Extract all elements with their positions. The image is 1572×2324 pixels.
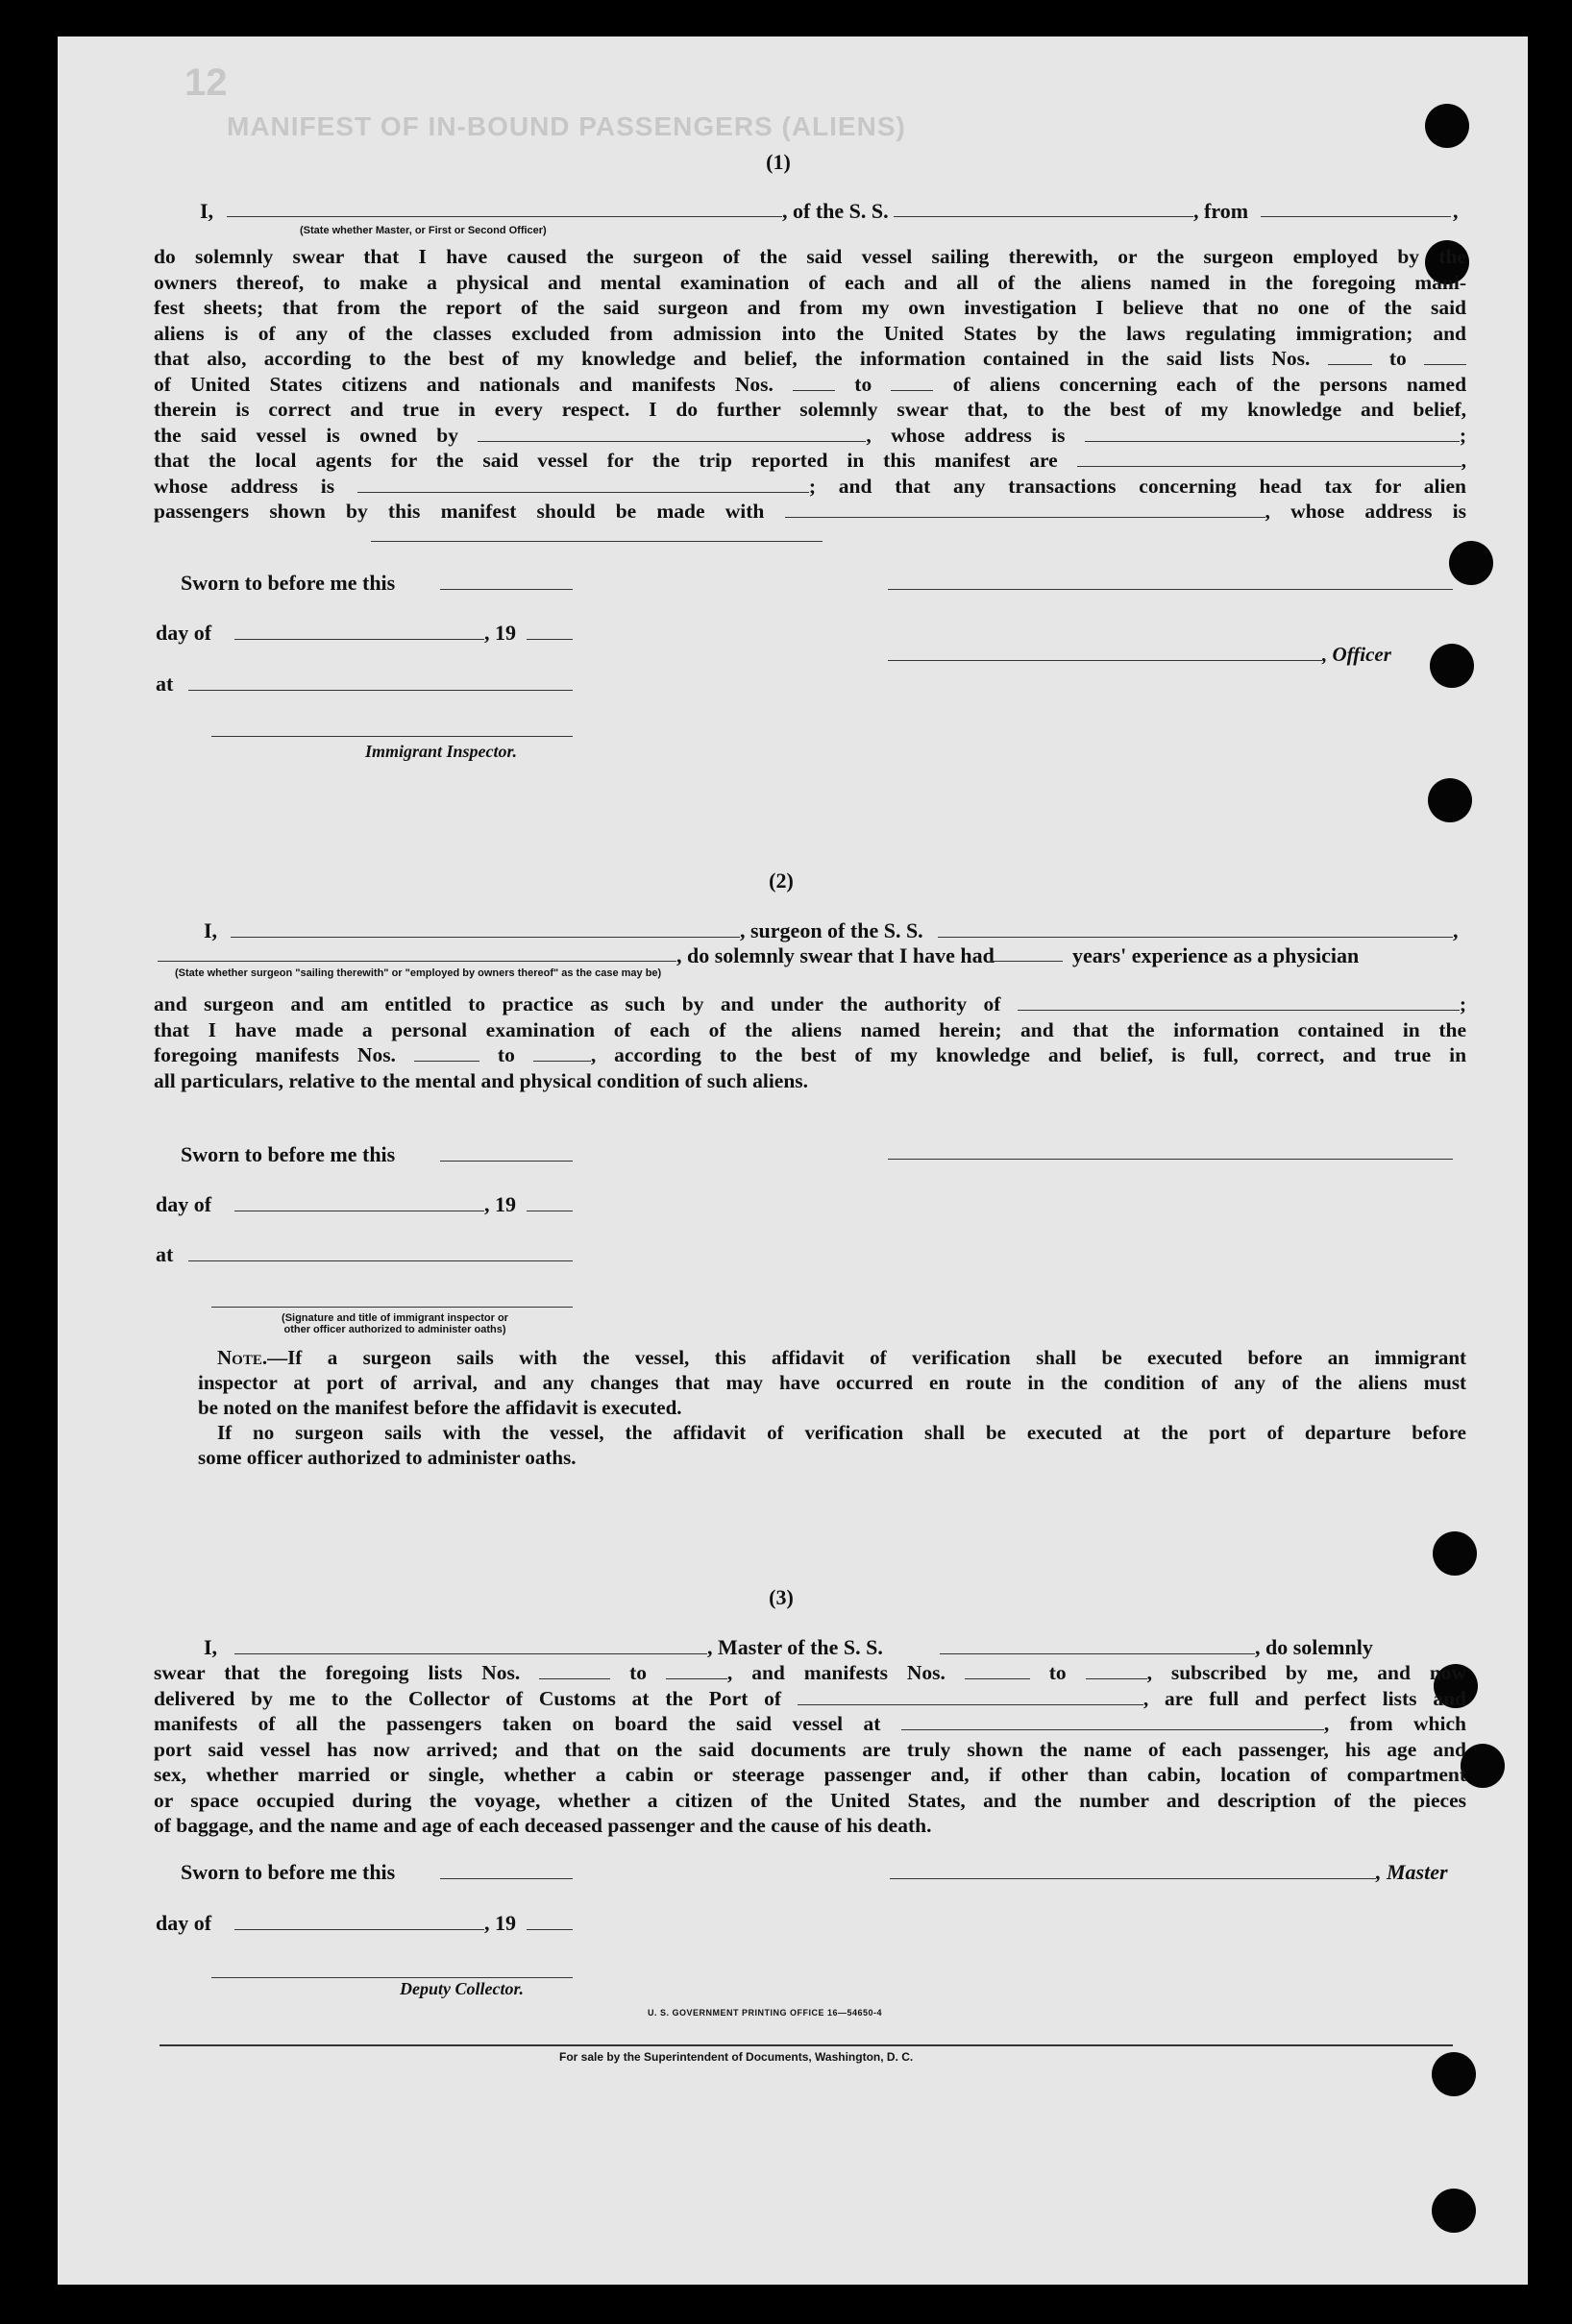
s1-sworn-blank bbox=[440, 589, 573, 590]
s3-year-label: , 19 bbox=[484, 1911, 516, 1935]
s2-according: , according to the best of my knowledge and belief, is full, correct, and true in bbox=[590, 1043, 1467, 1066]
s1-owner-blank bbox=[478, 426, 866, 442]
s3-day-of-label: day of bbox=[156, 1911, 212, 1935]
s2-year-label: , 19 bbox=[484, 1192, 516, 1216]
s1-inspector-sig-blank bbox=[211, 736, 573, 737]
s1-whose-address-end: , whose address is bbox=[1265, 500, 1466, 523]
s1-to: to bbox=[854, 372, 872, 396]
s3-deputy-sig-blank bbox=[211, 1977, 573, 1978]
s1-agent-address-text: whose address is bbox=[154, 474, 335, 498]
s2-manifests-from-blank bbox=[414, 1045, 479, 1062]
s1-i-label: I, bbox=[200, 199, 214, 223]
s1-line bbox=[154, 372, 1466, 398]
s3-manifests-to-blank bbox=[1086, 1663, 1147, 1679]
s1-line: owners thereof, to make a physical and mental examination of each and all of the aliens named in the foregoing mani- bbox=[154, 270, 1466, 294]
s3-lists-from-blank bbox=[539, 1663, 610, 1679]
s2-vessel-blank bbox=[938, 937, 1453, 938]
s1-agent-address-blank bbox=[357, 477, 809, 493]
s2-note bbox=[198, 1345, 1466, 1470]
punch-hole bbox=[1432, 2189, 1476, 2233]
s3-collector-text: delivered by me to the Collector of Customs at the Port of bbox=[154, 1686, 782, 1710]
s3-sworn-label: Sworn to before me this bbox=[181, 1860, 396, 1884]
s1-officer-label: , Officer bbox=[1322, 643, 1391, 666]
s2-i-label: I, bbox=[204, 918, 218, 942]
s3-to: to bbox=[629, 1661, 647, 1684]
document-page bbox=[58, 37, 1528, 2285]
s2-semicolon: ; bbox=[1459, 992, 1466, 1015]
s1-made-with-blank bbox=[785, 501, 1265, 518]
s3-line: sex, whether married or single, whether a cabin or steerage passenger and, if other than cabin, location of compartment bbox=[154, 1763, 1466, 1786]
s1-lists-text: that also, according to the best of my knowledge and belief, the information contained in the said lists Nos. bbox=[154, 347, 1311, 370]
punch-hole bbox=[1449, 541, 1493, 585]
margin-mark: 12 bbox=[184, 61, 228, 104]
s3-taken-text: manifests of all the passengers taken on board the said vessel at bbox=[154, 1712, 881, 1735]
s3-line bbox=[154, 1660, 1466, 1686]
s1-signature-blank bbox=[888, 589, 1453, 590]
s3-deputy-label: Deputy Collector. bbox=[400, 1979, 524, 1998]
s2-note-line: some officer authorized to administer oaths. bbox=[198, 1446, 577, 1469]
s2-note-text: If no surgeon sails with the vessel, the affidavit of verification shall be executed at the port of departure before bbox=[217, 1421, 1466, 1444]
punch-hole bbox=[1425, 104, 1469, 148]
s3-line bbox=[154, 1686, 1466, 1712]
s1-line: aliens is of any of the classes excluded from admission into the United States by the laws regulating immigration; and bbox=[154, 321, 1466, 345]
s1-line: fest sheets; that from the report of the said surgeon and from my own investigation I believe that no one of the said bbox=[154, 296, 1466, 319]
s1-sworn-label: Sworn to before me this bbox=[181, 571, 396, 595]
s1-year-blank bbox=[527, 639, 573, 640]
s1-from-label: , from bbox=[1193, 199, 1249, 223]
s3-i-label: I, bbox=[204, 1635, 218, 1659]
s1-to: to bbox=[1388, 347, 1407, 370]
s1-line bbox=[154, 499, 1466, 525]
s2-line bbox=[154, 1042, 1466, 1068]
s1-vessel-blank bbox=[894, 216, 1193, 217]
s2-signature-blank bbox=[888, 1159, 1453, 1160]
s2-years-blank bbox=[990, 961, 1063, 962]
s2-line bbox=[154, 991, 1466, 1017]
s1-head-tax: ; and that any transactions concerning head tax for alien bbox=[808, 474, 1466, 498]
footer-rule bbox=[160, 2044, 1453, 2046]
s3-master-label: , Master of the S. S. bbox=[707, 1635, 883, 1659]
punch-hole bbox=[1428, 778, 1472, 822]
s1-line bbox=[154, 448, 1466, 474]
s2-years-label: years' experience as a physician bbox=[1072, 943, 1360, 967]
s3-from-which: , from which bbox=[1323, 1712, 1466, 1735]
s3-line: port said vessel has now arrived; and that on the said documents are truly shown the name of each passenger, his age and bbox=[154, 1737, 1466, 1761]
s1-line: do solemnly swear that I have caused the surgeon of the said vessel sailing therewith, or the surgeon employed by the bbox=[154, 245, 1466, 268]
s1-semicolon: ; bbox=[1459, 423, 1467, 447]
s3-master-sig-label: , Master bbox=[1376, 1860, 1448, 1884]
s2-at-label: at bbox=[156, 1242, 174, 1266]
s1-made-with-text: passengers shown by this manifest should be made with bbox=[154, 500, 765, 523]
punch-hole bbox=[1433, 1531, 1477, 1576]
bleed-through-title: MANIFEST OF IN-BOUND PASSENGERS (ALIENS) bbox=[227, 111, 906, 141]
s1-lists-from-blank bbox=[1328, 349, 1372, 365]
s3-name-blank bbox=[234, 1653, 707, 1654]
s2-note-line: inspector at port of arrival, and any changes that may have occurred en route in the condition of any of the aliens must bbox=[198, 1371, 1466, 1394]
s3-and-manifests: , and manifests Nos. bbox=[726, 1661, 946, 1684]
s2-authority-text: and surgeon and am entitled to practice as such by and under the authority of bbox=[154, 992, 1001, 1015]
s1-aliens-concerning: of aliens concerning each of the persons named bbox=[952, 372, 1467, 396]
s2-inspector-sig-blank bbox=[211, 1307, 573, 1308]
s2-at-blank bbox=[188, 1260, 573, 1261]
s2-sworn-blank bbox=[440, 1161, 573, 1162]
s3-to: to bbox=[1048, 1661, 1067, 1684]
s3-line: of baggage, and the name and age of each deceased passenger and the cause of his death. bbox=[154, 1814, 932, 1837]
s2-day-of-label: day of bbox=[156, 1192, 212, 1216]
s2-note-label: Note. bbox=[217, 1346, 268, 1369]
s1-officer-blank bbox=[227, 216, 782, 217]
s1-owned-text: the said vessel is owned by bbox=[154, 423, 458, 447]
s3-solemnly-label: , do solemnly bbox=[1255, 1635, 1373, 1659]
section-3-number: (3) bbox=[769, 1585, 794, 1609]
s2-name-blank bbox=[231, 937, 740, 938]
s2-sig-caption bbox=[217, 1312, 573, 1335]
s2-note-line bbox=[198, 1420, 1466, 1445]
punch-hole bbox=[1432, 2052, 1476, 2096]
s1-day-of-label: day of bbox=[156, 621, 212, 645]
s2-sig-caption-line: other officer authorized to administer oaths) bbox=[283, 1324, 506, 1335]
section-2-number: (2) bbox=[769, 868, 794, 893]
s2-authority-blank bbox=[1018, 994, 1460, 1011]
s3-body bbox=[154, 1660, 1466, 1839]
s1-manifests-from-blank bbox=[793, 375, 835, 391]
s3-line bbox=[154, 1711, 1466, 1737]
s1-from-blank bbox=[1261, 216, 1451, 217]
s1-comma: , bbox=[1461, 449, 1466, 472]
s2-swear-label: , do solemnly swear that I have had bbox=[676, 943, 995, 967]
s3-vessel-blank bbox=[940, 1653, 1255, 1654]
s3-day-blank bbox=[234, 1929, 484, 1930]
s1-officer-caption: (State whether Master, or First or Second Officer) bbox=[300, 225, 547, 236]
s2-sworn-label: Sworn to before me this bbox=[181, 1142, 396, 1166]
s1-at-blank bbox=[188, 690, 573, 691]
s3-master-sig-blank bbox=[890, 1878, 1376, 1879]
s3-manifests-from-blank bbox=[965, 1663, 1030, 1679]
section-1-number: (1) bbox=[766, 150, 791, 174]
s2-manifests-text: foregoing manifests Nos. bbox=[154, 1043, 396, 1066]
s2-note-text: —If a surgeon sails with the vessel, this affidavit of verification shall be executed before an immigrant bbox=[267, 1346, 1466, 1369]
s2-line: all particulars, relative to the mental and physical condition of such aliens. bbox=[154, 1068, 809, 1092]
s1-line: therein is correct and true in every respect. I do further solemnly swear that, to the best of my knowledge and belief, bbox=[154, 398, 1466, 421]
s1-lists-to-blank bbox=[1424, 349, 1466, 365]
s3-port-blank bbox=[798, 1689, 1143, 1705]
s2-manifests-to-blank bbox=[533, 1045, 591, 1062]
s2-status-caption: (State whether surgeon "sailing therewith" or "employed by owners thereof" as the case may be) bbox=[175, 967, 662, 979]
s1-whose-address: , whose address is bbox=[866, 423, 1066, 447]
s1-agents-blank bbox=[1077, 451, 1461, 467]
s1-inspector-label: Immigrant Inspector. bbox=[365, 742, 518, 761]
s2-to: to bbox=[497, 1043, 515, 1066]
s1-line bbox=[154, 423, 1466, 449]
s1-line bbox=[154, 346, 1466, 372]
s2-note-line bbox=[198, 1345, 1466, 1370]
punch-hole bbox=[1430, 644, 1474, 688]
s1-line bbox=[154, 474, 1466, 500]
s2-note-line: be noted on the manifest before the affidavit is executed. bbox=[198, 1396, 682, 1419]
s2-sig-caption-line: (Signature and title of immigrant inspector or bbox=[282, 1312, 508, 1324]
s3-lists-text: swear that the foregoing lists Nos. bbox=[154, 1661, 521, 1684]
s1-comma: , bbox=[1453, 199, 1459, 223]
s1-agents-text: that the local agents for the said vessel for the trip reported in this manifest are bbox=[154, 449, 1058, 472]
s3-line: or space occupied during the voyage, whether a citizen of the United States, and the number and description of the pieces bbox=[154, 1788, 1466, 1812]
s1-manifests-to-blank bbox=[891, 375, 933, 391]
s1-owner-address-blank bbox=[1085, 426, 1460, 442]
s3-subscribed: , subscribed by me, and now bbox=[1146, 1661, 1467, 1684]
s1-manifests-text: of United States citizens and nationals and manifests Nos. bbox=[154, 372, 774, 396]
s1-at-label: at bbox=[156, 672, 174, 696]
s2-line: that I have made a personal examination of each of the aliens named herein; and that the information contained in the bbox=[154, 1017, 1466, 1041]
s2-surgeon-label: , surgeon of the S. S. bbox=[740, 918, 923, 942]
s1-final-address-blank bbox=[371, 541, 823, 542]
punch-hole bbox=[1461, 1744, 1505, 1788]
s3-full-perfect: , are full and perfect lists and bbox=[1142, 1686, 1466, 1710]
s3-sworn-blank bbox=[440, 1878, 573, 1879]
printer-imprint: U. S. GOVERNMENT PRINTING OFFICE 16—54650-4 bbox=[648, 2008, 883, 2018]
for-sale-note: For sale by the Superintendent of Documents, Washington, D. C. bbox=[559, 2050, 914, 2064]
s1-officer-sig-blank bbox=[888, 660, 1322, 661]
s1-year-label: , 19 bbox=[484, 621, 516, 645]
s2-body bbox=[154, 991, 1466, 1093]
s2-status-blank bbox=[158, 961, 676, 962]
s1-of-ss-label: , of the S. S. bbox=[782, 199, 889, 223]
s3-lists-to-blank bbox=[666, 1663, 727, 1679]
s3-year-blank bbox=[527, 1929, 573, 1930]
s1-day-blank bbox=[234, 639, 484, 640]
s3-departure-port-blank bbox=[901, 1714, 1324, 1730]
s1-body bbox=[154, 244, 1466, 525]
s2-comma: , bbox=[1453, 918, 1459, 942]
